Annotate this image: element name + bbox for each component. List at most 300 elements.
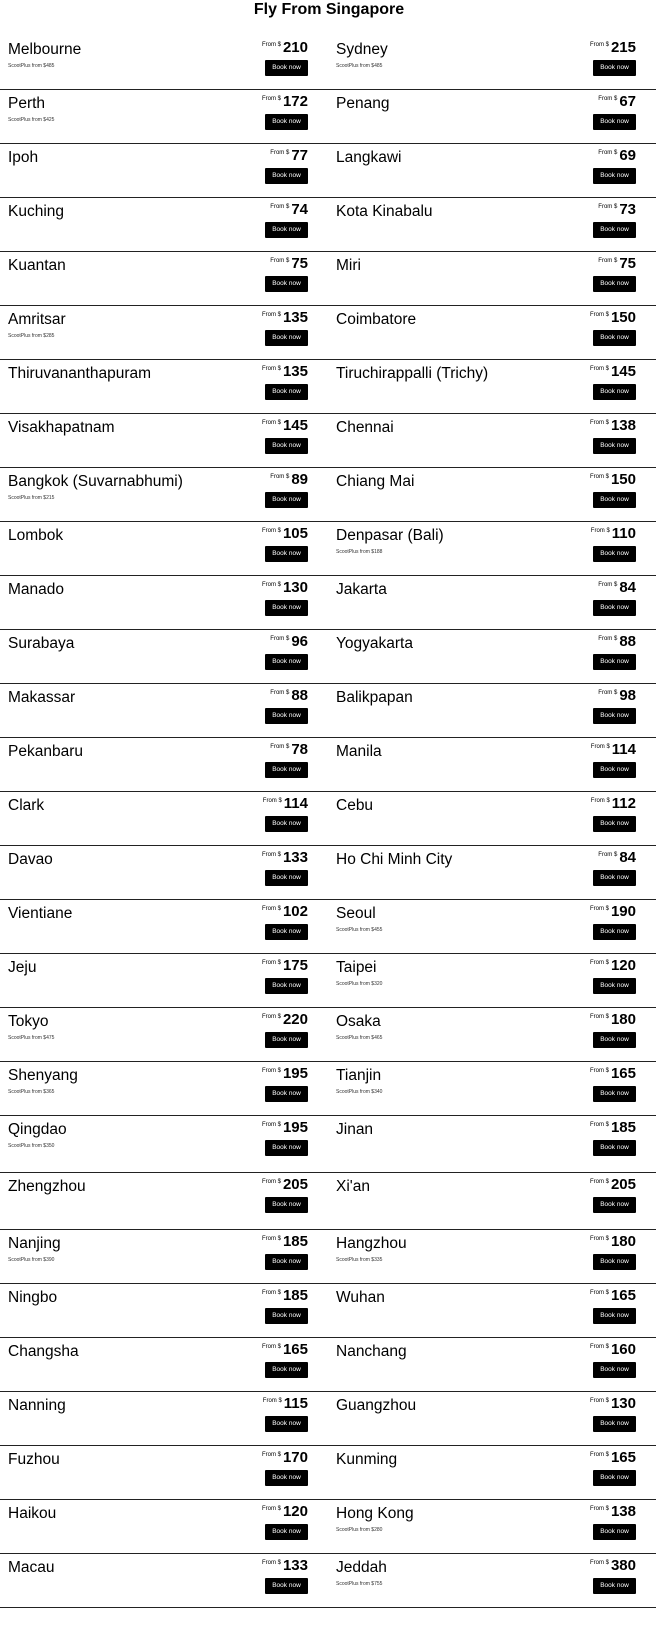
book-now-button[interactable]: Book now: [265, 1308, 308, 1324]
from-label: From $: [270, 636, 290, 642]
from-label: From $: [589, 1122, 609, 1128]
destination-city[interactable]: Ho Chi Minh City: [336, 851, 453, 868]
book-now-button[interactable]: Book now: [593, 1578, 636, 1594]
from-label: From $: [589, 1014, 609, 1020]
destination-card: [328, 252, 656, 305]
destination-city[interactable]: Visakhapatnam: [8, 419, 115, 436]
destination-city[interactable]: Kuantan: [8, 257, 66, 274]
destination-city[interactable]: Jeddah: [336, 1559, 387, 1576]
destination-city[interactable]: Chennai: [336, 419, 394, 436]
book-now-button[interactable]: Book now: [265, 1524, 308, 1540]
from-label: From $: [589, 960, 609, 966]
book-now-button[interactable]: Book now: [265, 330, 308, 346]
fare-price: [270, 741, 308, 759]
destination-city[interactable]: Xi'an: [336, 1178, 370, 1195]
book-now-button[interactable]: Book now: [593, 384, 636, 400]
book-now-button[interactable]: Book now: [265, 1578, 308, 1594]
fare-amount: 160: [610, 1341, 636, 1358]
from-label: From $: [589, 1452, 609, 1458]
destination-card: [328, 1173, 656, 1229]
book-now-button[interactable]: Book now: [265, 762, 308, 778]
fare-price: [590, 903, 636, 921]
destination-card: [328, 468, 656, 521]
from-label: From $: [261, 1506, 281, 1512]
fare-amount: 84: [619, 579, 636, 596]
destination-card: [328, 1062, 656, 1115]
from-label: From $: [261, 1236, 281, 1242]
destination-city[interactable]: Clark: [8, 797, 45, 814]
destination-row: [0, 954, 656, 1008]
destination-card: [0, 792, 328, 845]
destination-city[interactable]: Zhengzhou: [8, 1178, 86, 1195]
destination-card: [0, 144, 328, 197]
scootplus-price: ScootPlus from $390: [8, 1257, 55, 1263]
destination-card: [328, 1116, 656, 1172]
fare-price: [590, 1233, 636, 1251]
from-label: From $: [589, 1398, 609, 1404]
fare-price: [262, 849, 308, 867]
destination-city[interactable]: Chiang Mai: [336, 473, 415, 490]
destination-city[interactable]: Melbourne: [8, 41, 82, 58]
from-label: From $: [261, 960, 281, 966]
destination-card: [328, 1338, 656, 1391]
book-now-button[interactable]: Book now: [593, 438, 636, 454]
fare-amount: 195: [282, 1065, 308, 1082]
book-now-button[interactable]: Book now: [593, 708, 636, 724]
book-now-button[interactable]: Book now: [265, 600, 308, 616]
fare-amount: 105: [282, 525, 308, 542]
destination-city[interactable]: Hangzhou: [336, 1235, 407, 1252]
fare-price: [262, 309, 308, 327]
scootplus-price: ScootPlus from $485: [336, 63, 383, 69]
destination-city[interactable]: Miri: [336, 257, 361, 274]
book-now-button[interactable]: Book now: [593, 654, 636, 670]
fare-price: [590, 1287, 636, 1305]
book-now-button[interactable]: Book now: [265, 654, 308, 670]
fare-amount: 120: [610, 957, 636, 974]
destination-city[interactable]: Manila: [336, 743, 382, 760]
from-label: From $: [589, 474, 609, 480]
fare-amount: 133: [282, 849, 308, 866]
destination-city[interactable]: Taipei: [336, 959, 377, 976]
fare-price: [262, 579, 308, 597]
destination-city[interactable]: Jeju: [8, 959, 37, 976]
destination-city[interactable]: Penang: [336, 95, 390, 112]
destination-city[interactable]: Wuhan: [336, 1289, 385, 1306]
from-label: From $: [590, 798, 610, 804]
book-now-button[interactable]: Book now: [593, 1254, 636, 1270]
fare-price: [262, 363, 308, 381]
book-now-button[interactable]: Book now: [265, 978, 308, 994]
destination-city[interactable]: Balikpapan: [336, 689, 413, 706]
destination-city[interactable]: Perth: [8, 95, 46, 112]
fare-amount: 180: [610, 1011, 636, 1028]
destination-row: [0, 252, 656, 306]
fare-price: [262, 1011, 308, 1029]
destination-row: [0, 1116, 656, 1173]
from-label: From $: [598, 690, 618, 696]
book-now-button[interactable]: Book now: [265, 60, 308, 76]
fare-amount: 180: [610, 1233, 636, 1250]
book-now-button[interactable]: Book now: [593, 1308, 636, 1324]
fare-amount: 135: [282, 363, 308, 380]
destination-city[interactable]: Tokyo: [8, 1013, 49, 1030]
destination-city[interactable]: Qingdao: [8, 1121, 67, 1138]
fare-price: [590, 39, 636, 57]
destination-city[interactable]: Seoul: [336, 905, 376, 922]
destination-card: [0, 1062, 328, 1115]
scootplus-price: ScootPlus from $188: [336, 549, 383, 555]
book-now-button[interactable]: Book now: [593, 492, 636, 508]
destination-city[interactable]: Kunming: [336, 1451, 398, 1468]
destination-row: [0, 846, 656, 900]
book-now-button[interactable]: Book now: [593, 978, 636, 994]
from-label: From $: [589, 1344, 609, 1350]
from-label: From $: [590, 528, 610, 534]
destination-row: [0, 144, 656, 198]
book-now-button[interactable]: Book now: [593, 60, 636, 76]
fare-amount: 88: [619, 633, 636, 650]
fare-amount: 138: [610, 417, 636, 434]
scootplus-price: ScootPlus from $340: [336, 1089, 383, 1095]
fare-price: [590, 1065, 636, 1083]
from-label: From $: [261, 1014, 281, 1020]
scootplus-price: ScootPlus from $455: [336, 927, 383, 933]
destination-card: [0, 252, 328, 305]
from-label: From $: [589, 1506, 609, 1512]
destination-card: [328, 1230, 656, 1283]
destination-city[interactable]: Langkawi: [336, 149, 402, 166]
fare-amount: 135: [282, 309, 308, 326]
fare-amount: 190: [610, 903, 636, 920]
from-label: From $: [262, 798, 282, 804]
from-label: From $: [590, 744, 610, 750]
destination-card: [328, 954, 656, 1007]
destination-row: [0, 1062, 656, 1116]
destination-city[interactable]: Ningbo: [8, 1289, 58, 1306]
fare-amount: 210: [282, 39, 308, 56]
fare-price: [591, 795, 636, 813]
destination-card: [0, 1500, 328, 1553]
destination-city[interactable]: Amritsar: [8, 311, 66, 328]
destination-card: [0, 306, 328, 359]
fare-amount: 133: [282, 1557, 308, 1574]
fare-amount: 98: [619, 687, 636, 704]
scootplus-price: ScootPlus from $215: [8, 495, 55, 501]
book-now-button[interactable]: Book now: [593, 1032, 636, 1048]
book-now-button[interactable]: Book now: [593, 1470, 636, 1486]
book-now-button[interactable]: Book now: [593, 114, 636, 130]
destination-row: [0, 198, 656, 252]
destination-city[interactable]: Makassar: [8, 689, 76, 706]
book-now-button[interactable]: Book now: [593, 330, 636, 346]
book-now-button[interactable]: Book now: [265, 114, 308, 130]
destination-city[interactable]: Bangkok (Suvarnabhumi): [8, 473, 183, 490]
from-label: From $: [261, 96, 281, 102]
fare-amount: 110: [611, 525, 636, 542]
book-now-button[interactable]: Book now: [265, 1362, 308, 1378]
destination-row: [0, 1338, 656, 1392]
book-now-button[interactable]: Book now: [265, 1470, 308, 1486]
from-label: From $: [589, 312, 609, 318]
book-now-button[interactable]: Book now: [265, 870, 308, 886]
fare-amount: 69: [619, 147, 636, 164]
destination-card: [328, 90, 656, 143]
book-now-button[interactable]: Book now: [265, 222, 308, 238]
destination-card: [328, 1284, 656, 1337]
book-now-button[interactable]: Book now: [265, 546, 308, 562]
fare-price: [591, 741, 636, 759]
from-label: From $: [589, 1179, 609, 1185]
fare-price: [591, 525, 636, 543]
destination-city[interactable]: Thiruvananthapuram: [8, 365, 152, 382]
fare-price: [590, 1503, 636, 1521]
destination-card: [0, 1446, 328, 1499]
destination-city[interactable]: Pekanbaru: [8, 743, 83, 760]
from-label: From $: [261, 420, 281, 426]
book-now-button[interactable]: Book now: [593, 1362, 636, 1378]
destination-card: [328, 576, 656, 629]
destination-city[interactable]: Hong Kong: [336, 1505, 414, 1522]
fare-amount: 88: [291, 687, 308, 704]
fare-price: [598, 201, 636, 219]
destination-row: [0, 36, 656, 90]
destination-city[interactable]: Fuzhou: [8, 1451, 60, 1468]
from-label: From $: [261, 528, 281, 534]
fare-amount: 205: [610, 1176, 636, 1193]
destination-city[interactable]: Jinan: [336, 1121, 374, 1138]
fare-amount: 114: [611, 741, 636, 758]
scootplus-price: ScootPlus from $475: [8, 1035, 55, 1041]
scootplus-price: ScootPlus from $485: [8, 63, 55, 69]
book-now-button[interactable]: Book now: [593, 276, 636, 292]
scootplus-price: ScootPlus from $280: [336, 1527, 383, 1533]
destination-city[interactable]: Nanchang: [336, 1343, 407, 1360]
fare-price: [590, 1395, 636, 1413]
destination-row: [0, 522, 656, 576]
destination-card: [0, 36, 328, 89]
fare-amount: 115: [283, 1395, 308, 1412]
fare-amount: 102: [282, 903, 308, 920]
destination-city[interactable]: Surabaya: [8, 635, 75, 652]
fare-price: [262, 417, 308, 435]
from-label: From $: [598, 204, 618, 210]
fare-amount: 215: [610, 39, 636, 56]
book-now-button[interactable]: Book now: [593, 546, 636, 562]
destination-card: [0, 738, 328, 791]
fare-price: [598, 633, 636, 651]
fare-price: [590, 1176, 636, 1194]
destination-city[interactable]: Tianjin: [336, 1067, 382, 1084]
destination-card: [0, 684, 328, 737]
fare-price: [262, 1233, 308, 1251]
book-now-button[interactable]: Book now: [265, 438, 308, 454]
fare-price: [262, 1176, 308, 1194]
destination-city[interactable]: Cebu: [336, 797, 374, 814]
destination-city[interactable]: Yogyakarta: [336, 635, 413, 652]
from-label: From $: [270, 150, 290, 156]
from-label: From $: [589, 1068, 609, 1074]
fare-price: [590, 1341, 636, 1359]
fare-amount: 145: [282, 417, 308, 434]
destination-city[interactable]: Nanning: [8, 1397, 66, 1414]
book-now-button[interactable]: Book now: [265, 1140, 308, 1156]
fare-price: [262, 1065, 308, 1083]
from-label: From $: [261, 1344, 281, 1350]
book-now-button[interactable]: Book now: [593, 1416, 636, 1432]
book-now-button[interactable]: Book now: [265, 168, 308, 184]
fare-price: [590, 471, 636, 489]
destination-row: [0, 414, 656, 468]
destination-card: [328, 522, 656, 575]
destination-city[interactable]: Haikou: [8, 1505, 57, 1522]
destination-card: [328, 36, 656, 89]
from-label: From $: [598, 852, 618, 858]
destination-card: [328, 1554, 656, 1607]
fare-price: [598, 147, 636, 165]
destination-card: [328, 414, 656, 467]
fare-price: [590, 1557, 636, 1575]
fare-price: [262, 1557, 308, 1575]
destination-card: [0, 522, 328, 575]
destination-card: [0, 1284, 328, 1337]
from-label: From $: [262, 1398, 282, 1404]
from-label: From $: [261, 312, 281, 318]
fare-amount: 185: [282, 1233, 308, 1250]
fare-price: [598, 255, 636, 273]
fare-price: [270, 201, 308, 219]
book-now-button[interactable]: Book now: [265, 384, 308, 400]
fare-amount: 74: [291, 201, 308, 218]
fare-price: [262, 1503, 308, 1521]
from-label: From $: [270, 690, 290, 696]
book-now-button[interactable]: Book now: [593, 1524, 636, 1540]
page-title: Fly From Singapore: [253, 1, 405, 18]
from-label: From $: [270, 744, 290, 750]
destination-city[interactable]: Nanjing: [8, 1235, 61, 1252]
fare-price: [590, 1011, 636, 1029]
destination-row: [0, 468, 656, 522]
scootplus-price: ScootPlus from $335: [336, 1257, 383, 1263]
from-label: From $: [261, 1452, 281, 1458]
destination-card: [0, 468, 328, 521]
destination-city[interactable]: Changsha: [8, 1343, 79, 1360]
book-now-button[interactable]: Book now: [593, 870, 636, 886]
from-label: From $: [589, 420, 609, 426]
destination-city[interactable]: Vientiane: [8, 905, 73, 922]
book-now-button[interactable]: Book now: [265, 924, 308, 940]
fare-price: [590, 417, 636, 435]
destination-card: [328, 630, 656, 683]
from-label: From $: [589, 1560, 609, 1566]
fare-price: [262, 903, 308, 921]
fare-amount: 205: [282, 1176, 308, 1193]
destination-city[interactable]: Tiruchirappalli (Trichy): [336, 365, 489, 382]
fare-amount: 130: [610, 1395, 636, 1412]
destination-city[interactable]: Manado: [8, 581, 65, 598]
book-now-button[interactable]: Book now: [265, 492, 308, 508]
destination-row: [0, 630, 656, 684]
from-label: From $: [261, 1560, 281, 1566]
book-now-button[interactable]: Book now: [265, 1416, 308, 1432]
book-now-button[interactable]: Book now: [265, 1254, 308, 1270]
book-now-button[interactable]: Book now: [265, 1086, 308, 1102]
destination-city[interactable]: Coimbatore: [336, 311, 417, 328]
destination-city[interactable]: Kota Kinabalu: [336, 203, 433, 220]
scootplus-price: ScootPlus from $320: [336, 981, 383, 987]
from-label: From $: [589, 1236, 609, 1242]
fare-amount: 67: [619, 93, 636, 110]
fare-amount: 77: [291, 147, 308, 164]
destination-city[interactable]: Guangzhou: [336, 1397, 417, 1414]
destination-city[interactable]: Denpasar (Bali): [336, 527, 444, 544]
destination-card: [328, 684, 656, 737]
book-now-button[interactable]: Book now: [593, 816, 636, 832]
destination-card: [0, 1116, 328, 1172]
fare-amount: 165: [610, 1065, 636, 1082]
from-label: From $: [589, 366, 609, 372]
destination-card: [0, 1008, 328, 1061]
destination-row: [0, 1500, 656, 1554]
destination-city[interactable]: Jakarta: [336, 581, 387, 598]
fare-amount: 172: [282, 93, 308, 110]
destination-city[interactable]: Davao: [8, 851, 53, 868]
book-now-button[interactable]: Book now: [593, 600, 636, 616]
book-now-button[interactable]: Book now: [265, 816, 308, 832]
book-now-button[interactable]: Book now: [265, 1197, 308, 1213]
destination-card: [0, 846, 328, 899]
from-label: From $: [261, 1179, 281, 1185]
destination-row: [0, 738, 656, 792]
destination-city[interactable]: Sydney: [336, 41, 388, 58]
destination-city[interactable]: Lombok: [8, 527, 64, 544]
fare-price: [262, 1287, 308, 1305]
destination-row: [0, 684, 656, 738]
destination-city[interactable]: Macau: [8, 1559, 55, 1576]
book-now-button[interactable]: Book now: [265, 1032, 308, 1048]
from-label: From $: [261, 1122, 281, 1128]
book-now-button[interactable]: Book now: [593, 762, 636, 778]
fare-amount: 165: [610, 1287, 636, 1304]
destination-card: [328, 144, 656, 197]
fare-price: [598, 687, 636, 705]
destination-city[interactable]: Osaka: [336, 1013, 381, 1030]
book-now-button[interactable]: Book now: [593, 1086, 636, 1102]
scootplus-price: ScootPlus from $365: [8, 1089, 55, 1095]
destination-card: [0, 414, 328, 467]
book-now-button[interactable]: Book now: [265, 276, 308, 292]
book-now-button[interactable]: Book now: [265, 708, 308, 724]
destination-card: [0, 1173, 328, 1229]
book-now-button[interactable]: Book now: [593, 1140, 636, 1156]
fare-amount: 175: [282, 957, 308, 974]
scootplus-price: ScootPlus from $465: [336, 1035, 383, 1041]
destination-city[interactable]: Ipoh: [8, 149, 39, 166]
destination-city[interactable]: Shenyang: [8, 1067, 78, 1084]
destination-card: [0, 198, 328, 251]
destination-card: [328, 1500, 656, 1553]
fare-price: [270, 471, 308, 489]
from-label: From $: [589, 1290, 609, 1296]
destination-city[interactable]: Kuching: [8, 203, 65, 220]
book-now-button[interactable]: Book now: [593, 1197, 636, 1213]
fare-price: [262, 1341, 308, 1359]
book-now-button[interactable]: Book now: [593, 168, 636, 184]
book-now-button[interactable]: Book now: [593, 222, 636, 238]
book-now-button[interactable]: Book now: [593, 924, 636, 940]
fare-price: [270, 255, 308, 273]
fare-price: [262, 1119, 308, 1137]
